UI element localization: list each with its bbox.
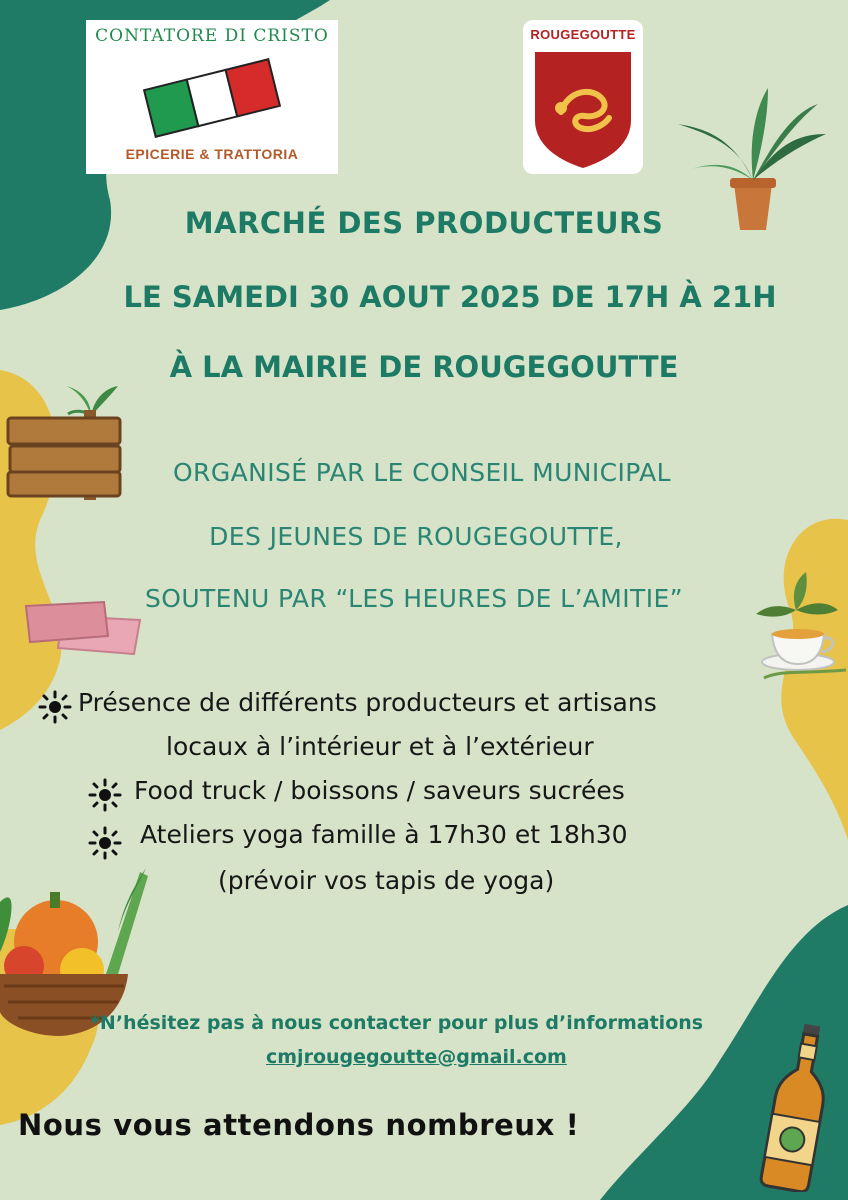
event-title: MARCHÉ DES PRODUCTEURS (184, 206, 664, 240)
sun-icon (88, 826, 122, 860)
organizer-line-3: SOUTENU PAR “LES HEURES DE L’AMITIE” (144, 584, 684, 613)
organizer-line-1: ORGANISÉ PAR LE CONSEIL MUNICIPAL (172, 458, 671, 487)
shield-title: ROUGEGOUTTE (530, 27, 636, 42)
closing-message: Nous vous attendons nombreux ! (18, 1108, 580, 1142)
sun-icon (88, 778, 122, 812)
bullet-food-truck: Food truck / boissons / saveurs sucrées (134, 776, 625, 805)
contact-note: *N’hésitez pas à nous contacter pour plus d’informations (90, 1012, 704, 1034)
contact-email-link[interactable]: cmjrougegoutte@gmail.com (266, 1046, 567, 1068)
bullet-yoga-line-2: (prévoir vos tapis de yoga) (218, 866, 555, 895)
logo-subtitle: EPICERIE & TRATTORIA (125, 146, 299, 162)
sun-icon (38, 690, 72, 724)
bullet-producers-line-2: locaux à l’intérieur et à l’extérieur (166, 732, 594, 761)
event-date: LE SAMEDI 30 AOUT 2025 DE 17H À 21H (123, 280, 777, 314)
bullet-producers-line-1: Présence de différents producteurs et artisans (78, 688, 657, 717)
salamander-shield-icon (523, 20, 643, 174)
rougegoutte-shield-logo (523, 20, 643, 174)
contatore-di-cristo-logo (86, 20, 338, 174)
bullet-yoga-line-1: Ateliers yoga famille à 17h30 et 18h30 (140, 820, 628, 849)
event-location: À LA MAIRIE DE ROUGEGOUTTE (169, 350, 679, 384)
beer-bottle-icon (758, 1022, 838, 1192)
logo-title: CONTATORE DI CRISTO (95, 26, 329, 46)
organizer-line-2: DES JEUNES DE ROUGEGOUTTE, (209, 522, 623, 551)
